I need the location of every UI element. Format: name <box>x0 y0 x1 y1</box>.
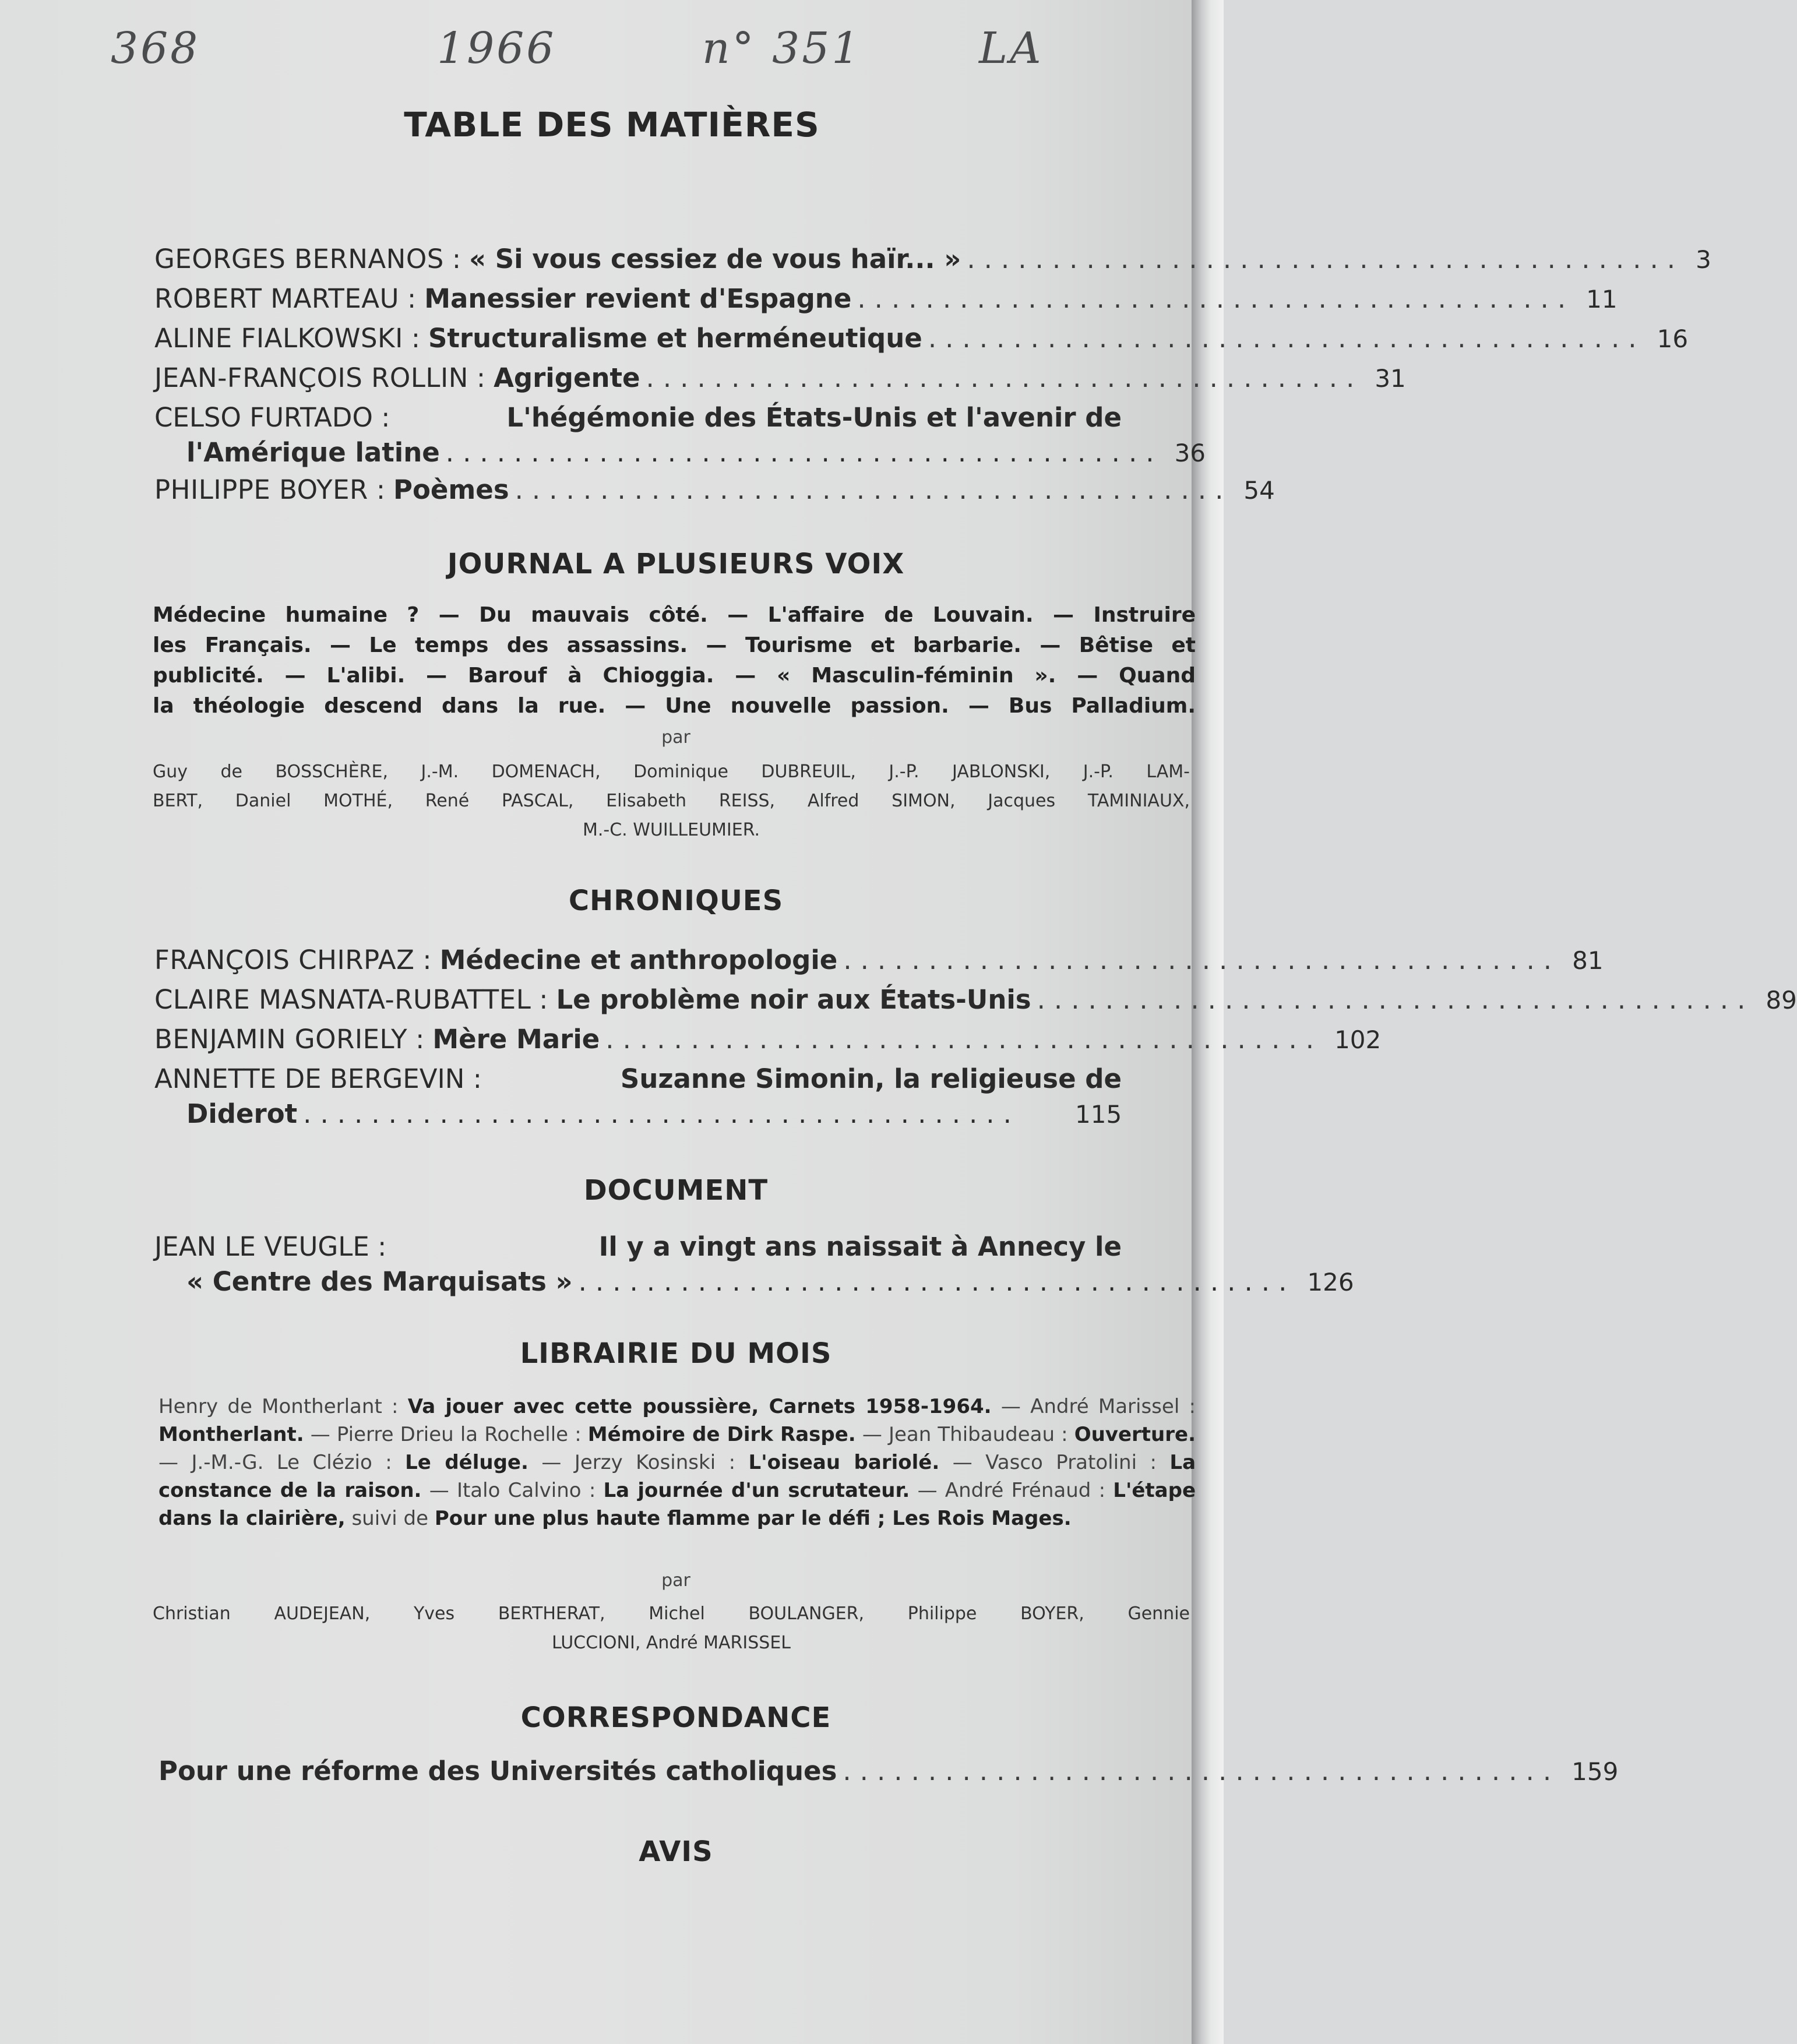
book-title: La constance de la raison. <box>158 1451 1196 1502</box>
toc-page: 159 <box>1572 1757 1619 1786</box>
toc-work: Suzanne Simonin, la religieuse de <box>620 1063 1122 1094</box>
toc-entry[interactable]: FRANÇOIS CHIRPAZ : Médecine et anthropologie .......................................... 81 <box>154 943 1122 978</box>
toc-work: l'Amérique latine <box>186 437 440 468</box>
toc-page: 102 <box>1334 1025 1382 1054</box>
contributors-line: M.-C. WUILLEUMIER. <box>582 820 760 840</box>
section-heading: AVIS <box>639 1835 713 1868</box>
page-title: TABLE DES MATIÈRES <box>404 105 820 145</box>
toc-entry[interactable]: PHILIPPE BOYER : Poèmes .......................................... 54 <box>154 473 1122 508</box>
toc-work: Le problème noir aux États-Unis <box>556 984 1031 1015</box>
toc-author: JEAN LE VEUGLE <box>154 1231 369 1262</box>
toc-author: JEAN-FRANÇOIS ROLLIN <box>154 362 468 393</box>
book-title: Le déluge. <box>405 1451 528 1474</box>
toc-work: Manessier revient d'Espagne <box>424 283 852 314</box>
book-title: L'oiseau bariolé. <box>748 1451 940 1474</box>
toc-entry[interactable]: JEAN LE VEUGLE : Il y a vingt ans naissait à Annecy le « Centre des Marquisats » .......................................... 126 <box>154 1229 1122 1300</box>
section-heading: CHRONIQUES <box>568 884 784 917</box>
toc-author: ALINE FIALKOWSKI <box>154 323 403 354</box>
toc-page: 115 <box>1075 1100 1122 1129</box>
book-title: Mémoire de Dirk Raspe. <box>587 1423 856 1446</box>
book-title: Pour une plus haute flamme par le défi ; Les Rois Mages. <box>434 1507 1072 1530</box>
toc-work: « Si vous cessiez de vous haïr... » <box>469 244 961 274</box>
journal-line: la théologie descend dans la rue. — Une nouvelle passion. — Bus Palladium. <box>153 694 1196 718</box>
handwritten-annotation: 1966 <box>437 23 556 73</box>
toc-page: 126 <box>1307 1268 1354 1296</box>
toc-entry[interactable]: CLAIRE MASNATA-RUBATTEL : Le problème noir aux États-Unis .......................................... 89 <box>154 982 1122 1018</box>
handwritten-annotation: 368 <box>111 23 200 73</box>
toc-page: 11 <box>1586 285 1618 313</box>
toc-page: 31 <box>1375 364 1406 393</box>
toc-work: Mère Marie <box>432 1024 600 1055</box>
toc-author: ROBERT MARTEAU <box>154 283 400 314</box>
contributors-line: Guy de BOSSCHÈRE, J.-M. DOMENACH, Dominique DUBREUIL, J.-P. JABLONSKI, J.-P. LAM- <box>153 762 1190 782</box>
contributors-line: BERT, Daniel MOTHÉ, René PASCAL, Elisabeth REISS, Alfred SIMON, Jacques TAMINIAUX, <box>153 791 1190 811</box>
toc-author: ANNETTE DE BERGEVIN <box>154 1063 465 1094</box>
par-label: par <box>661 727 690 748</box>
toc-work: Poèmes <box>393 474 509 505</box>
librairie-list: Henry de Montherlant : Va jouer avec cette poussière, Carnets 1958-1964. — André Marissel : Montherlant. — Pierre Drieu la Rochelle : Mémoire de Dirk Raspe. — Jean Thibaudeau : Ouverture. — J.-M.-G. Le Clézio : Le déluge. — Jerzy Kosinski : L'oiseau bariolé. — Vasco Pratolini : La constance de la raison. — Italo Calvino : La journée d'un scrutateur. — André Frénaud : L'étape dans la clairière, suivi de Pour une plus haute flamme par le défi ; Les Rois Mages. <box>158 1395 1196 1530</box>
toc-entry[interactable]: JEAN-FRANÇOIS ROLLIN : Agrigente .......................................... 31 <box>154 361 1122 396</box>
toc-page: 3 <box>1696 245 1711 274</box>
journal-line: Médecine humaine ? — Du mauvais côté. — L'affaire de Louvain. — Instruire <box>153 603 1196 627</box>
librairie-contributors <box>153 1599 1190 1658</box>
toc-work: Structuralisme et herméneutique <box>428 323 922 354</box>
section-heading: CORRESPONDANCE <box>520 1701 831 1734</box>
handwritten-annotation: n° 351 <box>702 23 862 73</box>
toc-page: 54 <box>1243 476 1275 505</box>
toc-work: Diderot <box>186 1098 298 1129</box>
book-title: La journée d'un scrutateur. <box>603 1479 910 1502</box>
toc-author: CLAIRE MASNATA-RUBATTEL <box>154 984 531 1015</box>
book-title: Montherlant. <box>158 1423 304 1446</box>
toc-work: Médecine et anthropologie <box>439 945 838 975</box>
journal-line: les Français. — Le temps des assassins. — Tourisme et barbarie. — Bêtise et <box>153 633 1196 657</box>
book-title: L'étape dans la clairière, <box>158 1479 1196 1530</box>
journal-contributors <box>153 757 1190 845</box>
journal-topics <box>153 600 1196 721</box>
section-heading: JOURNAL A PLUSIEURS VOIX <box>447 548 905 580</box>
journal-line: publicité. — L'alibi. — Barouf à Chioggia. — « Masculin-féminin ». — Quand <box>153 664 1196 688</box>
toc-page: 81 <box>1572 946 1604 975</box>
toc-page: 36 <box>1174 439 1206 467</box>
par-label: par <box>661 1570 690 1591</box>
toc-work: Il y a vingt ans naissait à Annecy le <box>598 1231 1122 1262</box>
section-heading: LIBRAIRIE DU MOIS <box>520 1337 832 1370</box>
toc-work: Agrigente <box>494 362 640 393</box>
toc-work: L'hégémonie des États-Unis et l'avenir de <box>506 402 1122 433</box>
toc-author: BENJAMIN GORIELY <box>154 1024 408 1055</box>
toc-entry[interactable]: GEORGES BERNANOS : « Si vous cessiez de vous haïr... » .......................................... 3 <box>154 242 1122 277</box>
handwritten-annotation: LA <box>979 23 1044 73</box>
toc-entry[interactable]: ALINE FIALKOWSKI : Structuralisme et herméneutique .......................................... 16 <box>154 321 1122 357</box>
toc-page: 89 <box>1766 986 1797 1014</box>
toc-entry[interactable]: Pour une réforme des Universités catholiques .......................................... 159 <box>158 1754 1185 1789</box>
toc-author: GEORGES BERNANOS <box>154 244 444 274</box>
toc-entry[interactable]: ROBERT MARTEAU : Manessier revient d'Espagne .......................................... 11 <box>154 281 1122 317</box>
contributors-line: Christian AUDEJEAN, Yves BERTHERAT, Michel BOULANGER, Philippe BOYER, Gennie <box>153 1604 1190 1624</box>
toc-page: 16 <box>1657 325 1689 353</box>
toc-work: Pour une réforme des Universités catholiques <box>158 1756 837 1786</box>
section-heading: DOCUMENT <box>583 1174 769 1207</box>
contributors-line: LUCCIONI, André MARISSEL <box>552 1633 791 1653</box>
book-title: Ouverture. <box>1074 1423 1196 1446</box>
toc-entry[interactable]: CELSO FURTADO : L'hégémonie des États-Unis et l'avenir de l'Amérique latine .......................................... 36 <box>154 400 1122 471</box>
toc-author: PHILIPPE BOYER <box>154 474 368 505</box>
toc-author: CELSO FURTADO <box>154 402 373 433</box>
toc-work: « Centre des Marquisats » <box>186 1266 573 1297</box>
book-title: Va jouer avec cette poussière, Carnets 1958-1964. <box>407 1395 992 1418</box>
toc-entry[interactable]: BENJAMIN GORIELY : Mère Marie .......................................... 102 <box>154 1022 1122 1058</box>
toc-author: FRANÇOIS CHIRPAZ <box>154 945 415 975</box>
toc-entry[interactable]: ANNETTE DE BERGEVIN : Suzanne Simonin, la religieuse de Diderot .......................................... 115 <box>154 1062 1122 1132</box>
